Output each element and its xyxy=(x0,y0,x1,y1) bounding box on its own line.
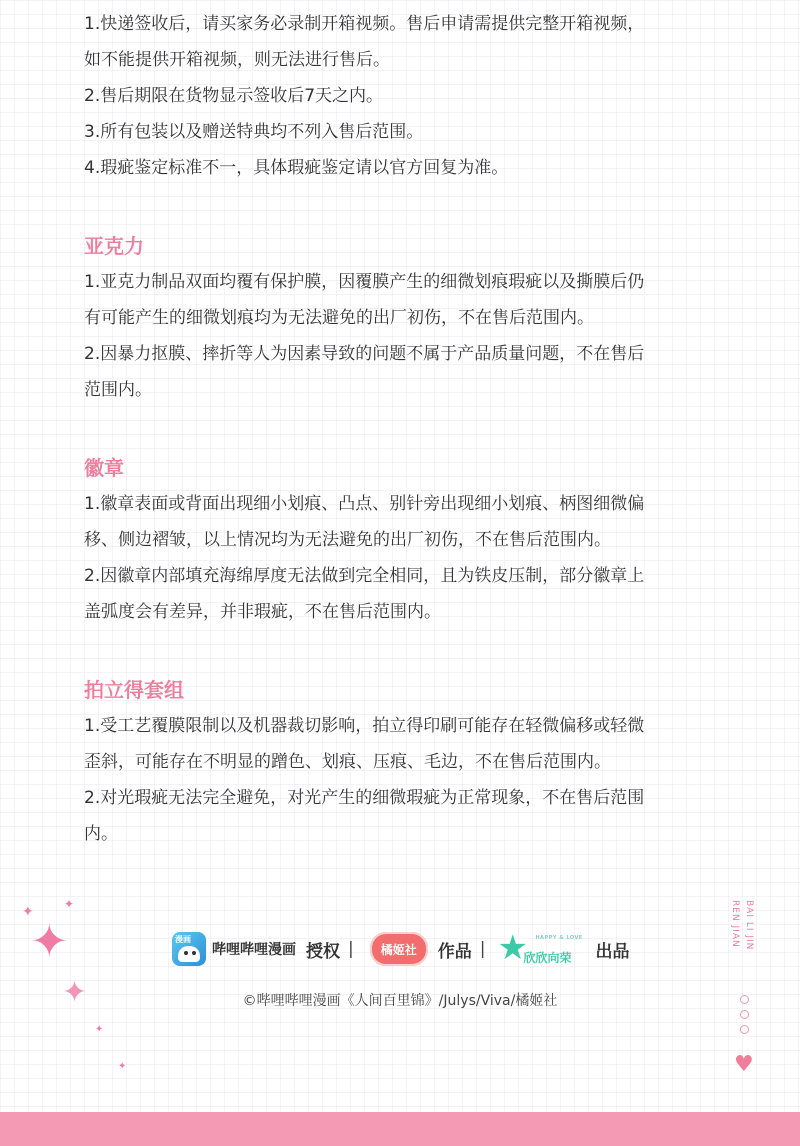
app-name: 哔哩哔哩漫画 xyxy=(212,942,296,958)
xinxin-logo xyxy=(497,929,583,969)
logo-name: 欣欣向荣 xyxy=(523,951,572,965)
section-line: 有可能产生的细微划痕均为无法避免的出厂初伤，不在售后范围内。 xyxy=(84,308,594,328)
decor-dots xyxy=(740,995,749,1040)
heart-icon: ♥ xyxy=(734,1052,754,1077)
bottom-bar xyxy=(0,1112,800,1146)
section-line: 2.因暴力抠膜、摔折等人为因素导致的问题不属于产品质量问题，不在售后 xyxy=(84,344,645,364)
section-badge xyxy=(84,450,734,630)
section-line: 1.受工艺覆膜限制以及机器裁切影响，拍立得印刷可能存在轻微偏移或轻微 xyxy=(84,716,645,736)
intro-line: 4.瑕疵鉴定标准不一，具体瑕疵鉴定请以官方回复为准。 xyxy=(84,158,509,178)
section-polaroid xyxy=(84,672,734,852)
section-line: 1.亚克力制品双面均覆有保护膜，因覆膜产生的细微划痕瑕疵以及撕膜后仍 xyxy=(84,272,645,292)
intro-line: 2.售后期限在货物显示签收后7天之内。 xyxy=(84,86,384,106)
juji-logo: 橘姬社 xyxy=(370,932,428,966)
intro-line: 如不能提供开箱视频，则无法进行售后。 xyxy=(84,50,390,70)
sparkle-icon: ✦ xyxy=(22,904,34,920)
intro-block xyxy=(84,6,734,186)
section-line: 移、侧边褶皱，以上情况均为无法避免的出厂初伤，不在售后范围内。 xyxy=(84,530,611,550)
logo-text: 漫画 xyxy=(175,935,191,944)
logo-tagline: HAPPY & LOVE xyxy=(535,935,583,941)
circle-icon xyxy=(740,1025,749,1034)
section-line: 2.对光瑕疵无法完全避免，对光产生的细微瑕疵为正常现象，不在售后范围 xyxy=(84,788,645,808)
star-icon: ★ xyxy=(497,928,528,968)
sparkle-icon: ✦ xyxy=(64,897,75,911)
sparkle-icon: ✦ xyxy=(62,975,88,1010)
works-label: 作品 xyxy=(437,941,472,962)
section-title: 拍立得套组 xyxy=(84,678,184,702)
section-line: 1.徽章表面或背面出现细小划痕、凸点、别针旁出现细小划痕、柄图细微偏 xyxy=(84,494,645,514)
produce-label: 出品 xyxy=(595,941,630,962)
sparkle-icon: ✦ xyxy=(95,1024,104,1035)
section-title: 亚克力 xyxy=(84,234,144,258)
section-line: 2.因徽章内部填充海绵厚度无法做到完全相同，且为铁皮压制，部分徽章上 xyxy=(84,566,645,586)
circle-icon xyxy=(740,1010,749,1019)
bilibili-comics-logo xyxy=(172,932,206,966)
section-line: 盖弧度会有差异，并非瑕疵，不在售后范围内。 xyxy=(84,602,441,622)
content xyxy=(84,6,734,852)
vertical-title-line: BAI LI JIN xyxy=(744,900,754,951)
section-line: 范围内。 xyxy=(84,380,152,400)
section-line: 内。 xyxy=(84,824,118,844)
authorize-label: 授权 xyxy=(306,941,340,962)
intro-line: 3.所有包装以及赠送特典均不列入售后范围。 xyxy=(84,122,424,142)
section-line: 歪斜，可能存在不明显的蹭色、划痕、压痕、毛边，不在售后范围内。 xyxy=(84,752,611,772)
credits-row xyxy=(172,926,629,972)
circle-icon xyxy=(740,995,749,1004)
copyright: ©哔哩哔哩漫画《人间百里锦》/Julys/Viva/橘姬社 xyxy=(242,993,558,1009)
intro-line: 1.快递签收后，请买家务必录制开箱视频。售后申请需提供完整开箱视频， xyxy=(84,14,645,34)
vertical-title xyxy=(730,900,754,950)
section-acrylic xyxy=(84,228,734,408)
sparkle-icon: ✦ xyxy=(118,1061,127,1072)
section-title: 徽章 xyxy=(84,456,124,480)
separator: | xyxy=(479,939,486,959)
vertical-title-line: REN JIAN xyxy=(730,900,740,948)
separator: | xyxy=(348,939,354,959)
sparkle-icon: ✦ xyxy=(30,914,69,968)
